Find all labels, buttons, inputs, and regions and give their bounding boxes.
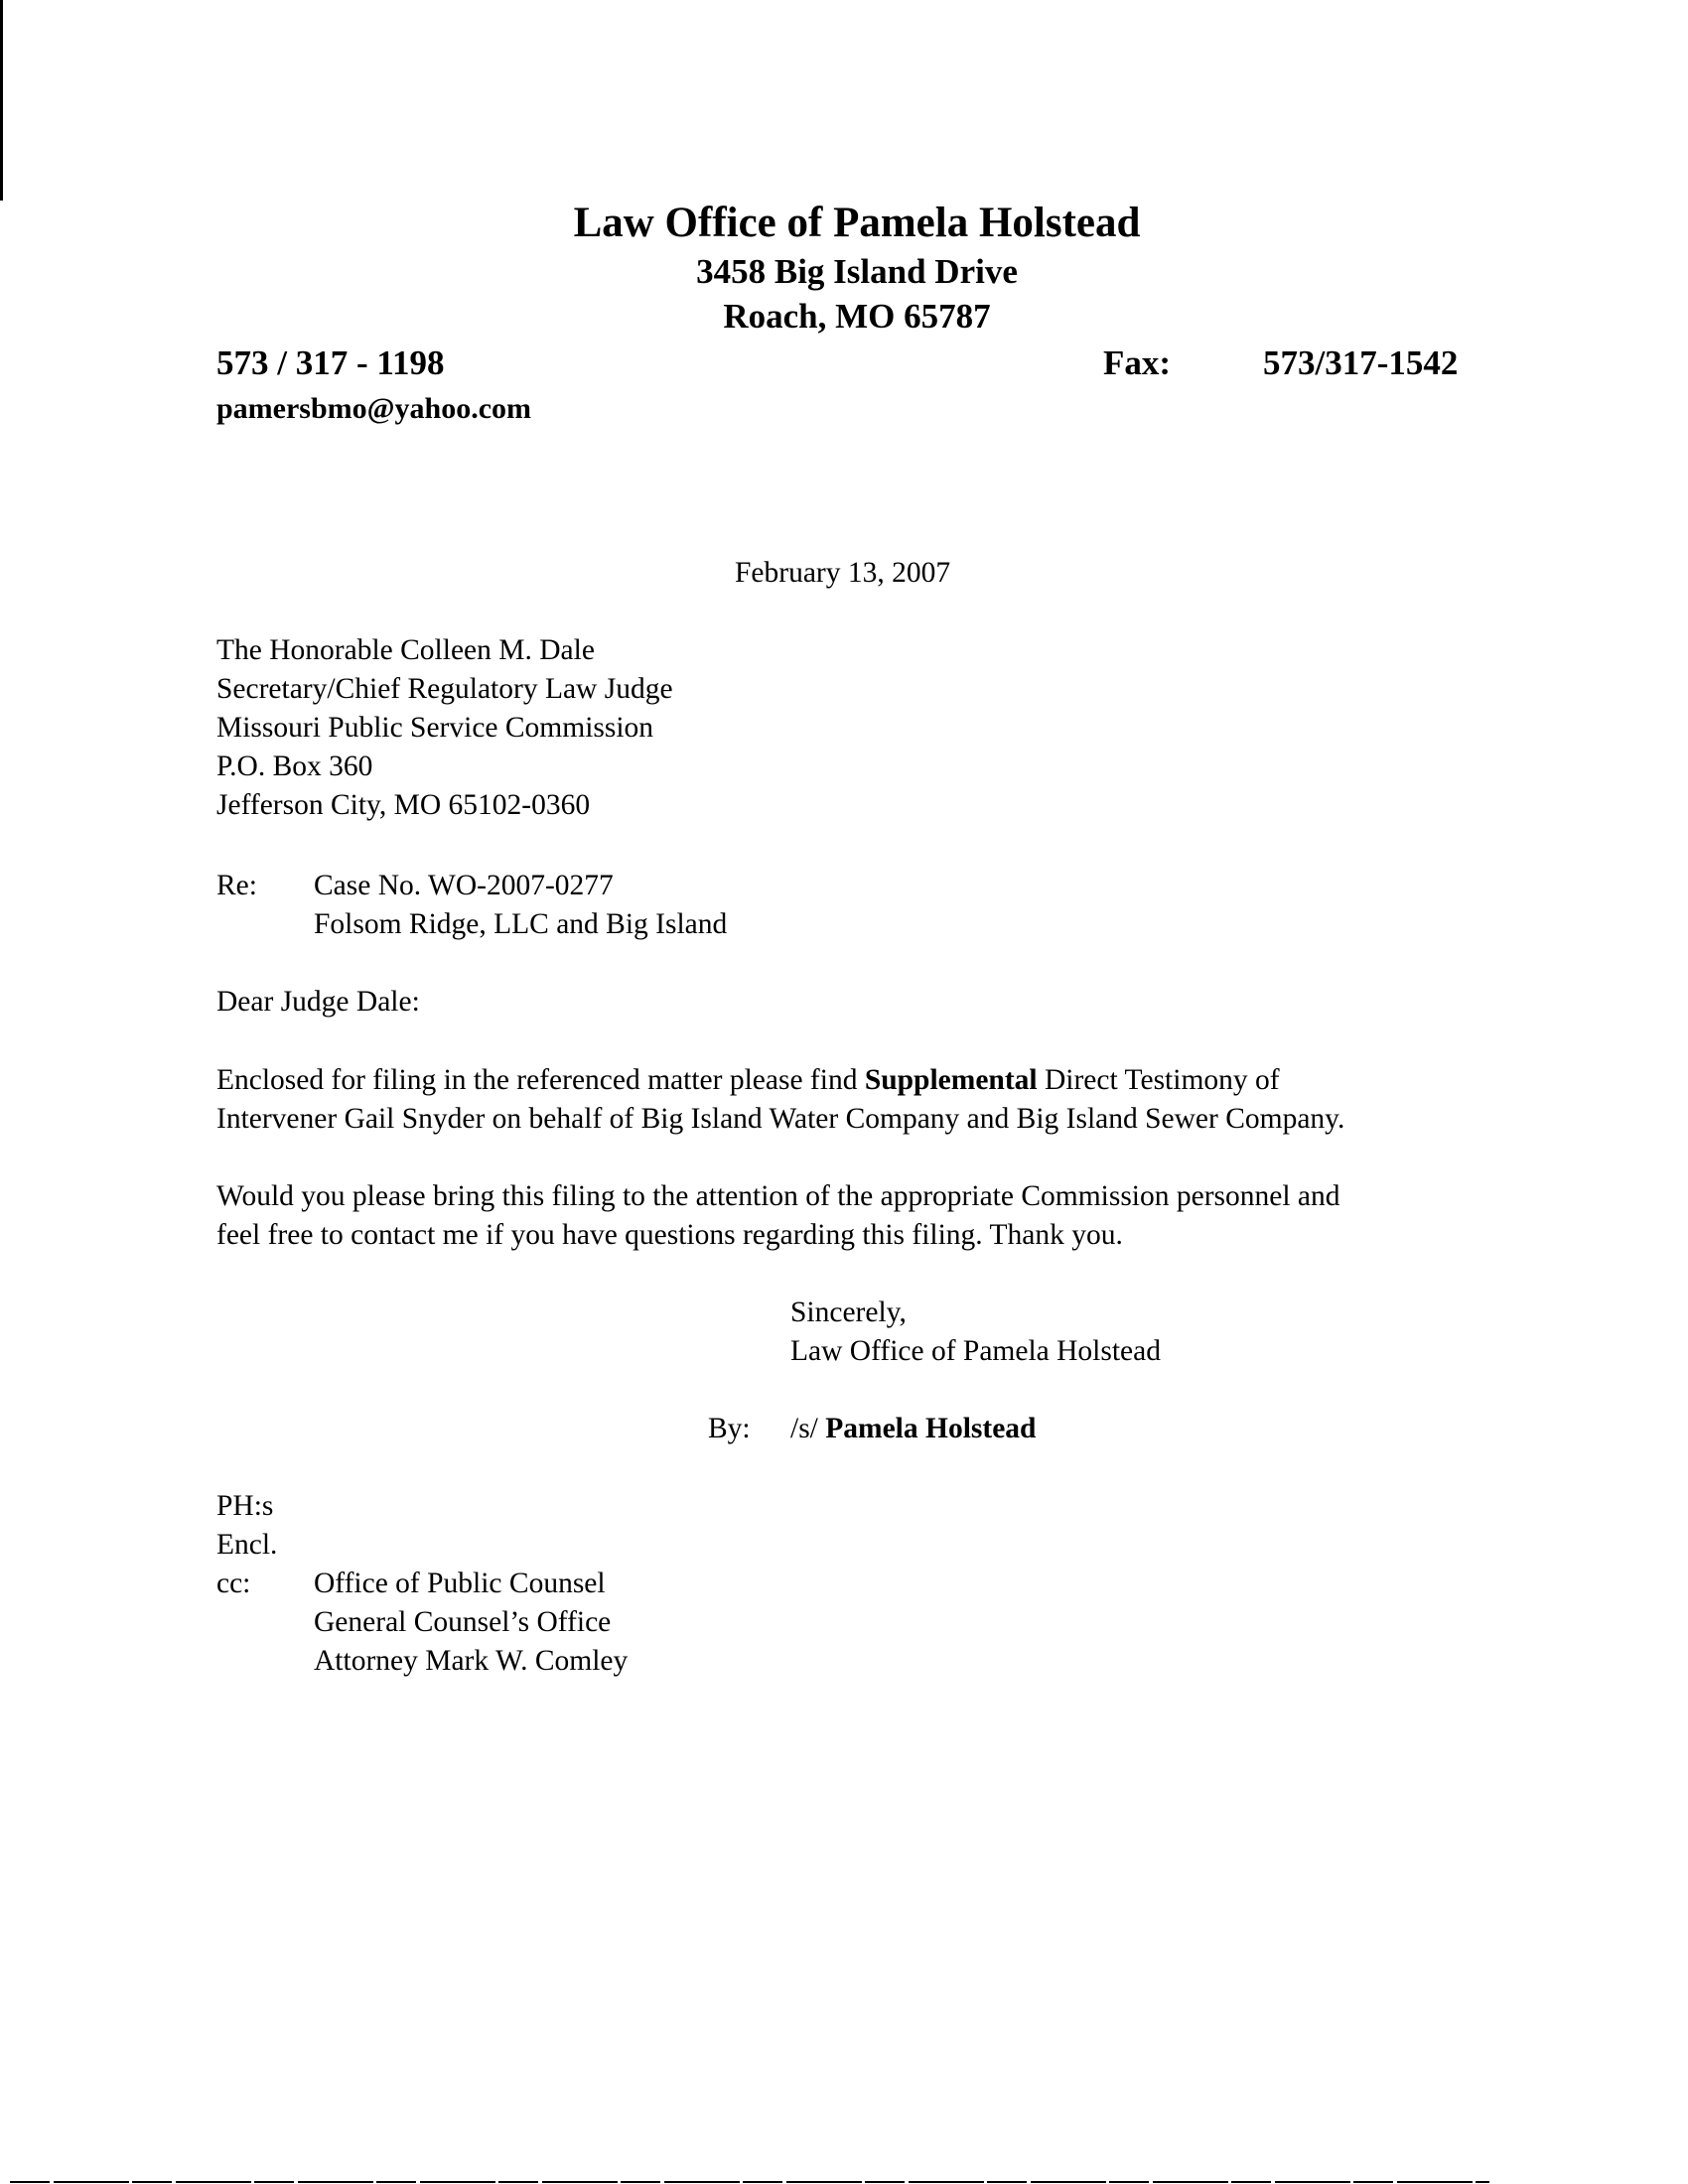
re-block	[216, 867, 727, 944]
cc-recipient: Attorney Mark W. Comley	[314, 1645, 629, 1677]
paragraph-text: feel free to contact me if you have questions regarding this filing. Thank you.	[216, 1219, 1123, 1251]
recipient-line: Missouri Public Service Commission	[216, 712, 654, 744]
paragraph-text: Direct Testimony of	[1037, 1064, 1280, 1096]
recipient-address	[216, 631, 673, 825]
recipient-line: P.O. Box 360	[216, 751, 373, 782]
signature-prefix: /s/	[790, 1413, 826, 1444]
paragraph-text: Enclosed for filing in the referenced matter please find	[216, 1064, 865, 1096]
email-address: pamersbmo@yahoo.com	[216, 392, 532, 425]
footer-notations	[216, 1487, 628, 1681]
valediction: Sincerely,	[790, 1297, 907, 1328]
letter-date: February 13, 2007	[735, 557, 951, 589]
paragraph-text: Would you please bring this filing to the attention of the appropriate Commission personnel and	[216, 1180, 1340, 1212]
recipient-line: The Honorable Colleen M. Dale	[216, 634, 595, 666]
recipient-line: Secretary/Chief Regulatory Law Judge	[216, 673, 673, 705]
case-title: Folsom Ridge, LLC and Big Island	[314, 908, 728, 940]
salutation: Dear Judge Dale:	[216, 986, 420, 1018]
fax-number: 573/317-1542	[1263, 343, 1459, 382]
case-number: Case No. WO-2007-0277	[314, 870, 614, 901]
cc-label: cc:	[216, 1568, 251, 1599]
fax-label: Fax:	[1103, 343, 1172, 382]
office-name: Law Office of Pamela Holstead	[573, 200, 1141, 246]
paragraph-text: Intervener Gail Snyder on behalf of Big Island Water Company and Big Island Sewer Company.	[216, 1103, 1345, 1135]
closing-firm: Law Office of Pamela Holstead	[790, 1335, 1161, 1367]
recipient-line: Jefferson City, MO 65102-0360	[216, 789, 591, 821]
signature-name: Pamela Holstead	[825, 1413, 1037, 1444]
emphasis-supplemental: Supplemental	[864, 1064, 1038, 1096]
street-address: 3458 Big Island Drive	[696, 252, 1018, 291]
scan-edge-bottom	[10, 2181, 1489, 2183]
enclosure-notation: Encl.	[216, 1529, 278, 1561]
scan-edge-left	[0, 0, 3, 201]
re-label: Re:	[216, 870, 257, 901]
paragraph-request	[216, 1177, 1507, 1255]
paragraph-enclosure	[216, 1061, 1507, 1139]
phone-number: 573 / 317 - 1198	[216, 343, 445, 382]
cc-recipient: Office of Public Counsel	[314, 1568, 606, 1599]
cc-recipient: General Counsel’s Office	[314, 1606, 612, 1638]
closing-block	[790, 1294, 1161, 1371]
signature-line	[708, 1410, 1036, 1448]
by-label: By:	[708, 1413, 751, 1444]
typist-initials: PH:s	[216, 1490, 274, 1522]
city-state-zip: Roach, MO 65787	[723, 297, 991, 336]
